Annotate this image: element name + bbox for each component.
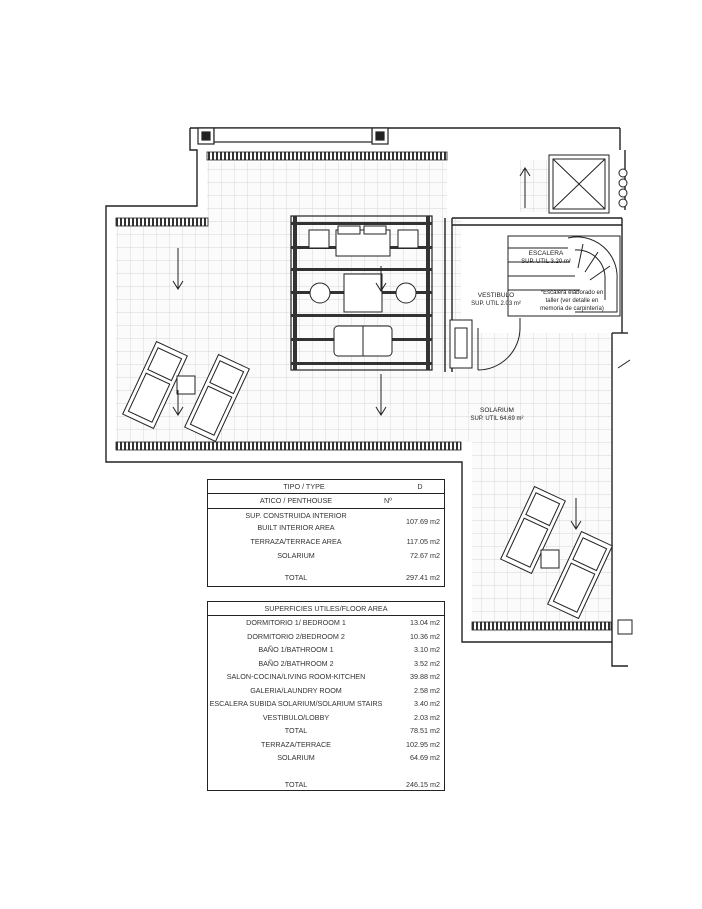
floor-row [208, 738, 444, 752]
floor-row [208, 684, 444, 698]
type-header-value: D [417, 482, 423, 491]
solarium-area: SUP. UTIL 64.69 m² [470, 416, 524, 422]
type-total-row [208, 571, 444, 585]
floor-row-value: 13.04 m2 [410, 618, 440, 627]
floor-total-label: TOTAL [284, 779, 308, 789]
vestibulo-area: SUP. UTIL 2.03 m² [471, 301, 521, 307]
type-sub-value: Nº [384, 496, 392, 505]
type-sub-row [208, 494, 444, 509]
type-row-value: 72.67 m2 [410, 550, 440, 560]
type-header-label: TIPO / TYPE [283, 482, 325, 491]
floor-area-table [207, 601, 445, 791]
floor-row-label: DORMITORIO 2/BEDROOM 2 [247, 631, 345, 641]
floor-row-label: SALON-COCINA/LIVING ROOM-KITCHEN [226, 672, 366, 681]
floor-row [208, 751, 444, 765]
floor-row-value: 64.69 m2 [410, 753, 440, 762]
floor-row [208, 711, 444, 725]
floor-row [208, 643, 444, 657]
type-row-label-2: BUILT INTERIOR AREA [257, 523, 335, 532]
floor-row-label: BAÑO 1/BATHROOM 1 [258, 645, 334, 654]
type-row [208, 535, 444, 549]
floor-row [208, 697, 444, 711]
floor-row-label: TERRAZA/TERRACE [261, 739, 331, 749]
floor-row-label: DORMITORIO 1/ BEDROOM 1 [246, 618, 346, 627]
escalera-area: SUP. UTIL 3.20 m² [521, 259, 571, 265]
floor-row-value: 10.36 m2 [410, 631, 440, 641]
floor-row-value: 3.10 m2 [414, 645, 440, 654]
type-row-value: 117.05 m2 [406, 537, 440, 546]
stair-note-line-3: memoria de carpintería) [540, 306, 604, 312]
floor-row-value: 2.58 m2 [414, 685, 440, 695]
vestibulo-label: VESTIBULO [477, 292, 515, 299]
floor-area-header: SUPERFICIES UTILES/FLOOR AREA [208, 602, 444, 616]
type-sub-label: ATICO / PENTHOUSE [259, 496, 333, 505]
stair-note-line-1: *Escalera elaborado en [540, 290, 604, 296]
floor-row [208, 657, 444, 671]
floor-row-value: 39.88 m2 [410, 672, 440, 681]
type-row-label: TERRAZA/TERRACE AREA [250, 537, 342, 546]
type-row [208, 509, 444, 535]
floor-row-label: ESCALERA SUBIDA SOLARIUM/SOLARIUM STAIRS [209, 699, 383, 708]
type-row-label: SUP. CONSTRUIDA INTERIOR [245, 511, 347, 520]
type-total-label: TOTAL [284, 573, 308, 582]
type-row [208, 549, 444, 563]
floor-row [208, 724, 444, 738]
floor-row-value: 2.03 m2 [414, 712, 440, 722]
floor-row-label: VESTIBULO/LOBBY [262, 712, 330, 722]
type-row-label: SOLARIUM [277, 550, 315, 560]
skylight [549, 155, 609, 213]
type-total-value: 297.41 m2 [406, 573, 440, 582]
stair-note-line-2: taller (ver detalle en [545, 298, 599, 304]
spiral-staircase [508, 236, 620, 316]
wall-blocks [198, 128, 388, 144]
floor-row-label: BAÑO 2/BATHROOM 2 [258, 658, 334, 668]
type-table [207, 479, 445, 587]
floor-total-row [208, 778, 444, 792]
type-row-value: 107.69 m2 [406, 517, 440, 526]
floor-row [208, 616, 444, 630]
floor-row [208, 630, 444, 644]
floor-total-value: 246.15 m2 [406, 779, 440, 789]
floor-row-label: TOTAL [284, 726, 308, 735]
floor-row-label: SOLARIUM [277, 753, 315, 762]
floor-row-value: 3.40 m2 [414, 699, 440, 708]
floor-row [208, 670, 444, 684]
round-posts [619, 169, 627, 207]
escalera-label: ESCALERA [528, 250, 564, 257]
floor-row-value: 78.51 m2 [410, 726, 440, 735]
type-header-row [208, 480, 444, 494]
solarium-label: SOLARIUM [480, 407, 514, 414]
floor-row-value: 3.52 m2 [414, 658, 440, 668]
floor-row-value: 102.95 m2 [406, 739, 440, 749]
floor-row-label: GALERIA/LAUNDRY ROOM [250, 685, 342, 695]
